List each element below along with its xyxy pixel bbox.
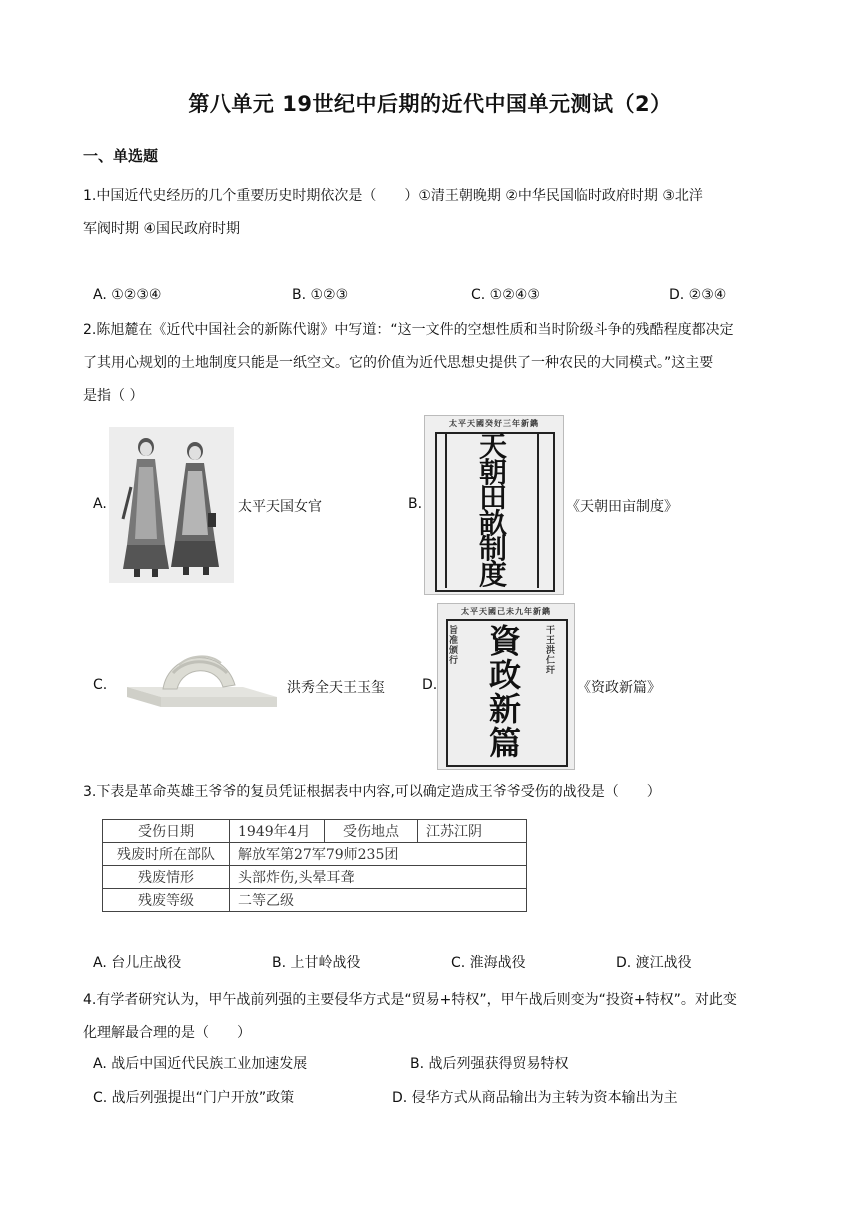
q3-option-c[interactable]: C. 淮海战役 xyxy=(451,955,526,971)
book-title-char: 資 xyxy=(488,622,521,660)
q1-option-b[interactable]: B. ①②③ xyxy=(292,287,349,303)
q2-option-a-caption: 太平天国女官 xyxy=(238,499,322,515)
table-cell: 受伤地点 xyxy=(325,820,418,843)
question-2-line-1: 2.陈旭麓在《近代中国社会的新陈代谢》中写道：“这一文件的空想性质和当时阶级斗争的残酷程度都决定 xyxy=(83,322,734,338)
q3-option-d[interactable]: D. 渡江战役 xyxy=(616,955,692,971)
q4-option-b[interactable]: B. 战后列强获得贸易特权 xyxy=(410,1056,569,1072)
table-cell: 头部炸伤,头晕耳聋 xyxy=(230,866,527,889)
q4-option-c[interactable]: C. 战后列强提出“门户开放”政策 xyxy=(93,1090,295,1106)
q1-option-d[interactable]: D. ②③④ xyxy=(669,287,727,303)
question-2-line-2: 了其用心规划的土地制度只能是一纸空文。它的价值为近代思想史提供了一种农民的大同模式。”这主要 xyxy=(83,355,714,371)
book-title-char: 篇 xyxy=(488,724,521,762)
table-cell: 二等乙级 xyxy=(230,889,527,912)
q2-option-c-letter[interactable]: C. xyxy=(93,677,108,693)
table-row xyxy=(103,820,527,843)
q2-option-d-caption: 《资政新篇》 xyxy=(577,680,661,696)
book-title-char: 政 xyxy=(488,656,521,694)
q3-option-a[interactable]: A. 台儿庄战役 xyxy=(93,955,182,971)
female-officials-image xyxy=(109,427,234,583)
q1-option-c[interactable]: C. ①②④③ xyxy=(471,287,540,303)
q2-option-d-letter[interactable]: D. xyxy=(422,677,438,693)
book-side-left-text: 旨准颁行 xyxy=(449,626,459,666)
q2-option-b-letter[interactable]: B. xyxy=(408,496,423,512)
q2-option-b-caption: 《天朝田亩制度》 xyxy=(566,499,678,515)
table-cell: 江苏江阴 xyxy=(418,820,527,843)
question-1 xyxy=(83,180,783,246)
table-cell: 残废情形 xyxy=(103,866,230,889)
question-2-line-3: 是指（ ） xyxy=(83,388,144,404)
q4-option-a[interactable]: A. 战后中国近代民族工业加速发展 xyxy=(93,1056,308,1072)
q4-option-d[interactable]: D. 侵华方式从商品输出为主转为资本输出为主 xyxy=(392,1090,678,1106)
section-heading: 一、单选题 xyxy=(83,147,159,165)
q1-option-a[interactable]: A. ①②③④ xyxy=(93,287,162,303)
book-title-char: 朝 xyxy=(478,455,507,489)
q3-option-b[interactable]: B. 上甘岭战役 xyxy=(272,955,361,971)
book-title-char: 度 xyxy=(478,557,507,591)
book-title-char: 畝 xyxy=(478,506,507,540)
table-cell: 受伤日期 xyxy=(103,820,230,843)
book-header-text: 太平天國己未九年新鐫 xyxy=(461,606,551,616)
table-row xyxy=(103,866,527,889)
table-row xyxy=(103,889,527,912)
question-4-line-1: 4.有学者研究认为，甲午战前列强的主要侵华方式是“贸易+特权”，甲午战后则变为“投资+特权”。对此变 xyxy=(83,992,737,1008)
zizheng-xinpian-book-image xyxy=(437,603,575,770)
question-1-line-2: 军阀时期 ④国民政府时期 xyxy=(83,221,241,237)
book-title-char: 制 xyxy=(478,532,507,565)
q2-option-c-caption: 洪秀全天王玉玺 xyxy=(287,680,385,696)
q2-option-a-letter[interactable]: A. xyxy=(93,496,107,512)
table-cell: 残废时所在部队 xyxy=(103,843,230,866)
question-2 xyxy=(83,314,783,413)
table-row xyxy=(103,843,527,866)
table-cell: 1949年4月 xyxy=(230,820,325,843)
question-4 xyxy=(83,984,783,1050)
table-cell: 残废等级 xyxy=(103,889,230,912)
book-title-char: 田 xyxy=(478,481,507,514)
question-3-stem: 3.下表是革命英雄王爷爷的复员凭证根据表中内容,可以确定造成王爷爷受伤的战役是（ ） xyxy=(83,784,661,800)
book-title-chars xyxy=(472,624,538,760)
book-title-chars xyxy=(455,430,531,591)
question-4-line-2: 化理解最合理的是（ ） xyxy=(83,1025,251,1041)
book-title-char: 新 xyxy=(488,690,521,728)
veteran-certificate-table xyxy=(102,819,527,912)
page-title: 第八单元 19世纪中后期的近代中国单元测试（2） xyxy=(188,92,672,116)
book-title-char: 天 xyxy=(478,430,507,463)
book-side-right-text: 干王洪仁玕 xyxy=(546,626,556,676)
table-cell: 解放军第27军79师235团 xyxy=(230,843,527,866)
tianchao-tianmu-book-image xyxy=(424,415,564,595)
book-header-text: 太平天國癸好三年新鐫 xyxy=(449,418,539,428)
jade-seal-image xyxy=(123,637,281,713)
question-1-line-1: 1.中国近代史经历的几个重要历史时期依次是（ ）①清王朝晚期 ②中华民国临时政府时期 ③北洋 xyxy=(83,188,703,204)
